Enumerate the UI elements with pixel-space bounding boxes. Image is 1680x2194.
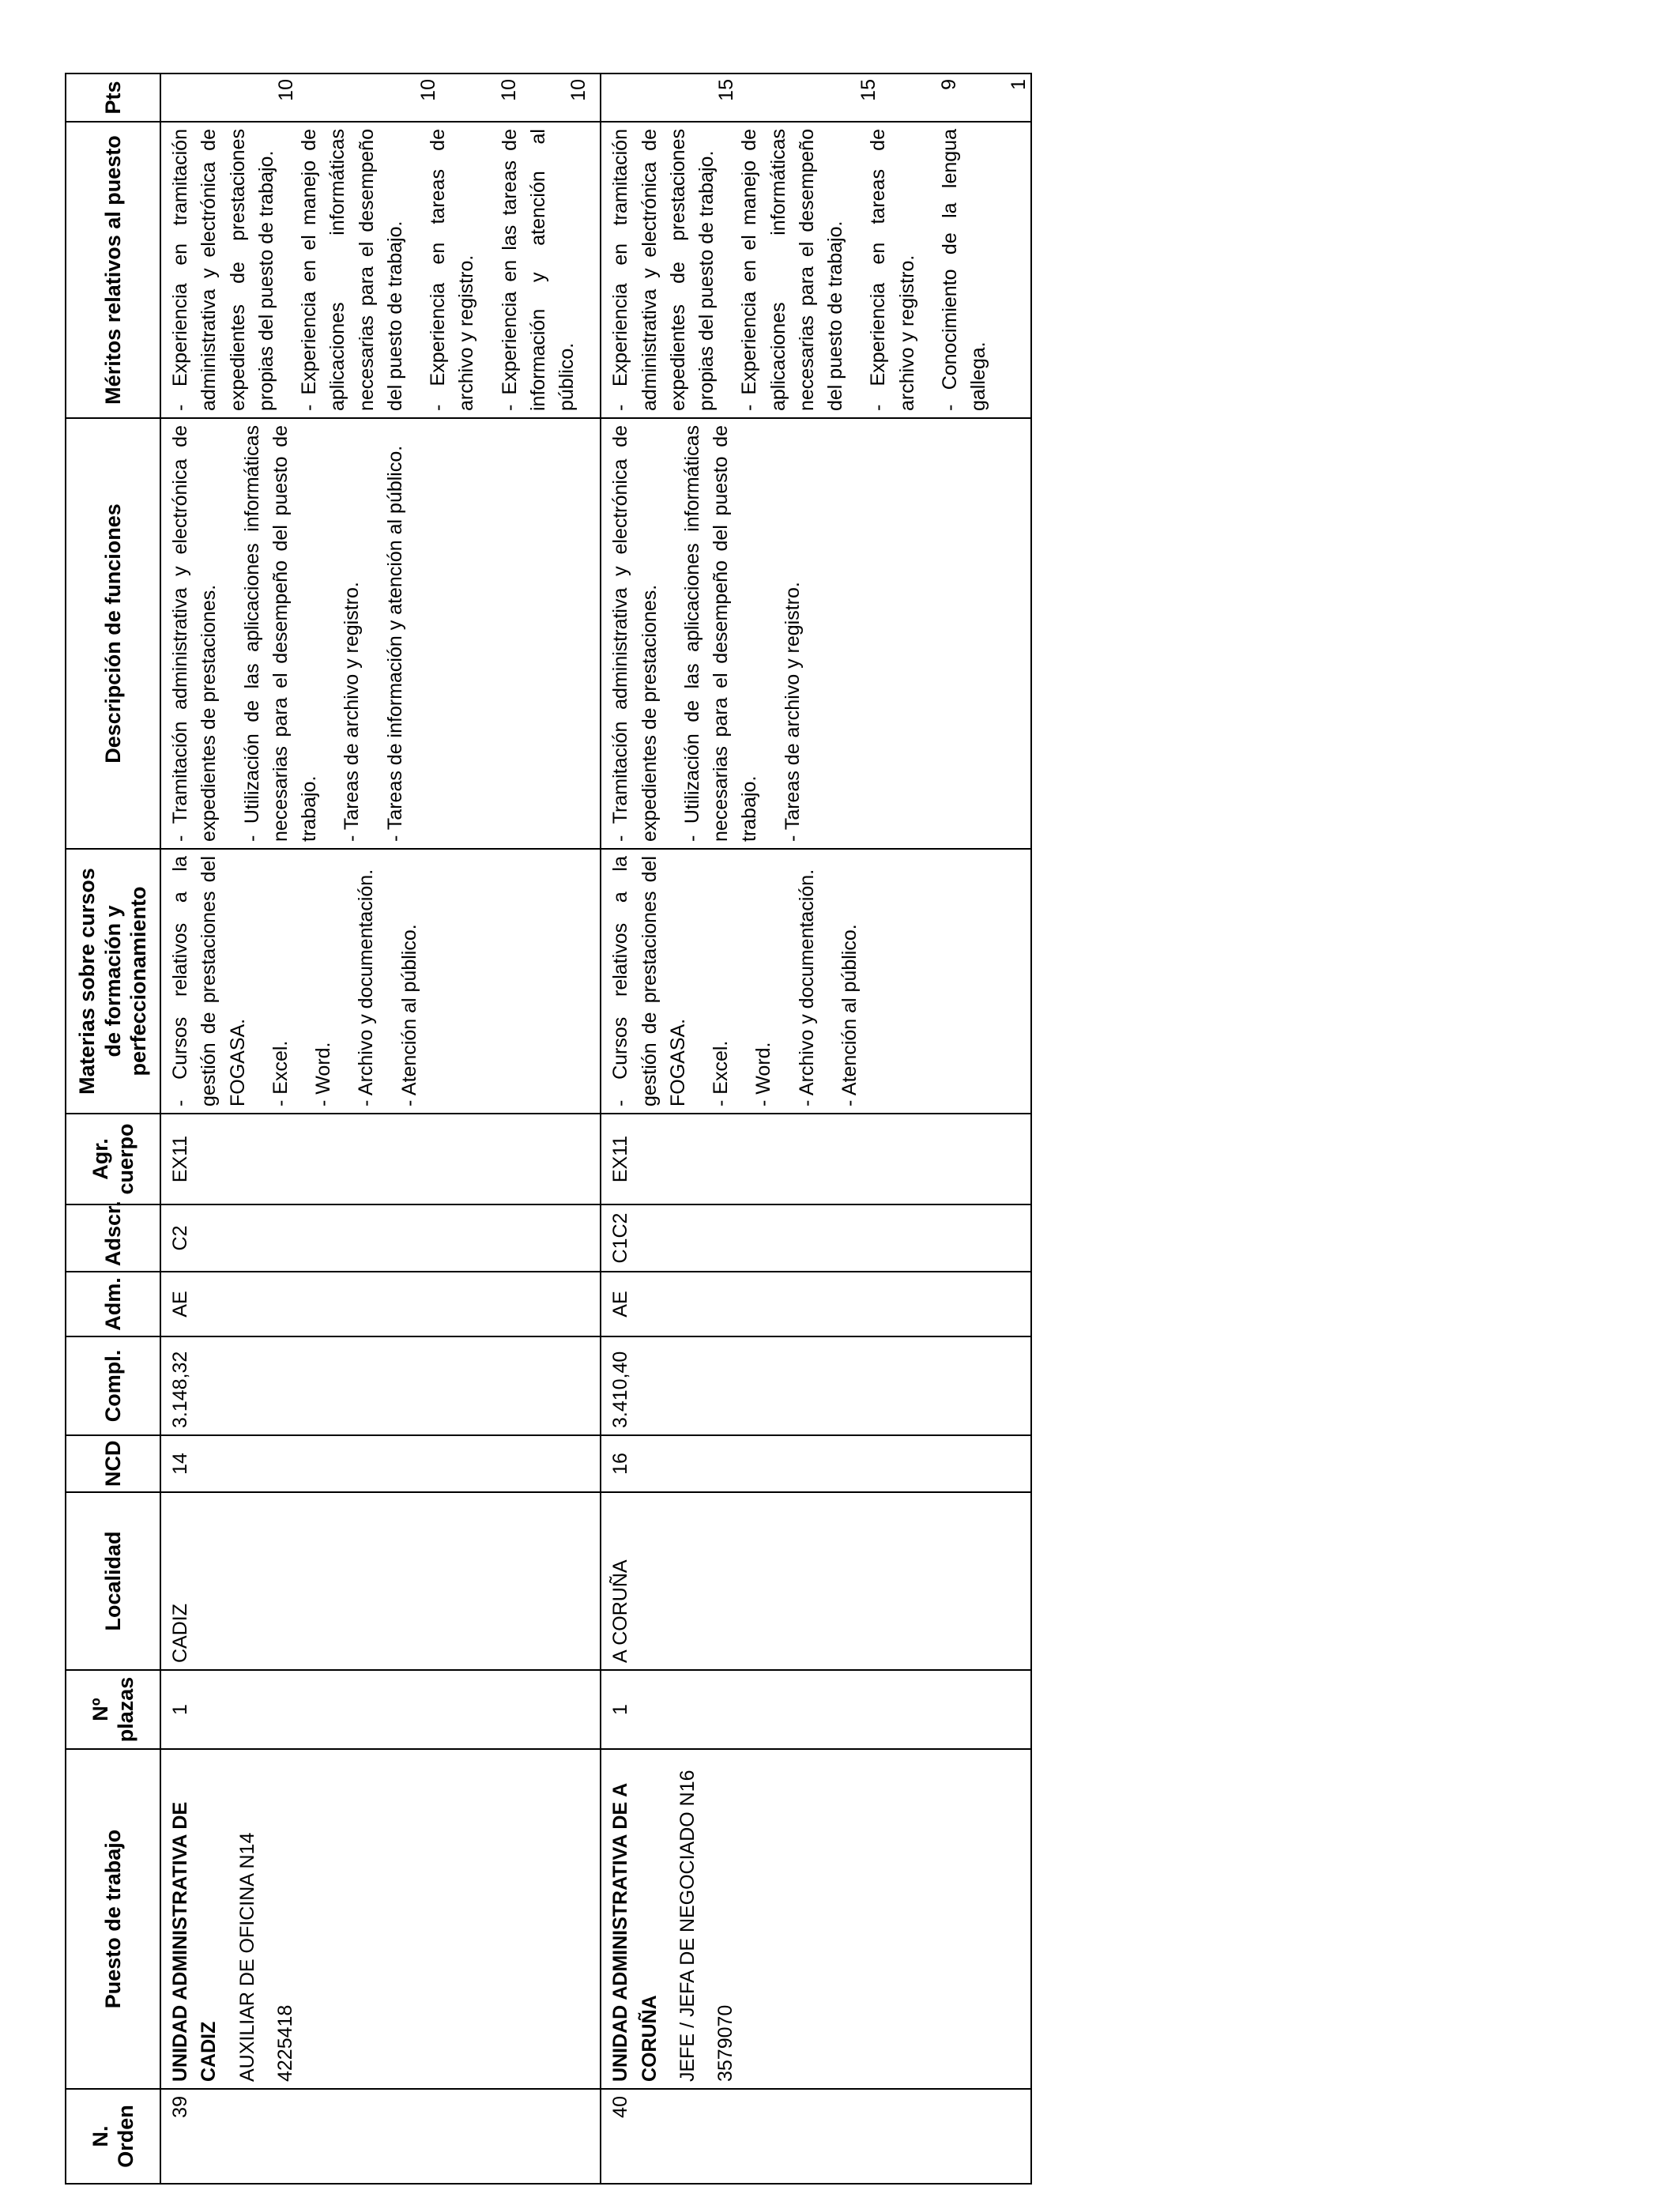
materia-item: - Excel. <box>269 1040 292 1106</box>
puesto-code: 4225418 <box>273 2004 296 2082</box>
merito-item: - Experiencia en tareas de archivo y registro. <box>867 129 918 411</box>
header-pts: Pts <box>66 74 160 122</box>
localidad-cell: CADIZ <box>160 1492 601 1670</box>
adscr-cell: C1C2 <box>601 1204 1031 1272</box>
puesto-cell <box>160 1749 601 2089</box>
pts-cell <box>601 74 1031 122</box>
header-row <box>66 74 160 2184</box>
unidad-name: UNIDAD ADMINISTRATIVA DE A CORUÑA <box>609 1783 661 2082</box>
header-adm: Adm. <box>66 1272 160 1336</box>
plazas-cell: 1 <box>601 1670 1031 1749</box>
orden-cell: 40 <box>601 2089 1031 2184</box>
header-orden: N. Orden <box>66 2089 160 2184</box>
header-adscr: Adscr. <box>66 1204 160 1272</box>
merito-item: - Experiencia en el manejo de aplicaciones informáticas necesarias para el desempeño del puesto de trabajo. <box>738 129 846 411</box>
header-funciones: Descripción de funciones <box>66 418 160 849</box>
materia-item: - Atención al público. <box>397 924 420 1106</box>
puesto-name: JEFE / JEFA DE NEGOCIADO N16 <box>676 1770 699 2082</box>
materias-cell <box>601 849 1031 1114</box>
materia-item: - Archivo y documentación. <box>795 869 818 1106</box>
ncd-cell: 14 <box>160 1435 601 1492</box>
pts-value: 10 <box>417 79 439 101</box>
header-puesto: Puesto de trabajo <box>66 1749 160 2089</box>
unidad-name: UNIDAD ADMINISTRATIVA DE CADIZ <box>169 1801 220 2082</box>
materia-item: - Word. <box>312 1042 334 1106</box>
merito-item: - Conocimiento de la lengua gallega. <box>938 129 989 411</box>
materia-item: - Atención al público. <box>838 924 861 1106</box>
job-positions-table <box>65 73 1032 2185</box>
puesto-code: 3579070 <box>714 2004 736 2082</box>
funcion-item: - Tareas de archivo y registro. <box>781 582 804 842</box>
plazas-cell: 1 <box>160 1670 601 1749</box>
merito-item: - Experiencia en las tareas de información y atención al público. <box>498 129 578 411</box>
merito-item: - Experiencia en el manejo de aplicaciones informáticas necesarias para el desempeño del puesto de trabajo. <box>298 129 406 411</box>
header-compl: Compl. <box>66 1336 160 1435</box>
pts-value: 15 <box>857 79 880 101</box>
adm-cell: AE <box>601 1272 1031 1336</box>
puesto-name: AUXILIAR DE OFICINA N14 <box>235 1832 258 2082</box>
funcion-item: - Tramitación administrativa y electrónica de expedientes de prestaciones. <box>169 425 220 842</box>
header-localidad: Localidad <box>66 1492 160 1670</box>
orden-cell: 39 <box>160 2089 601 2184</box>
agr-cell: EX11 <box>160 1114 601 1204</box>
meritos-cell <box>160 122 601 418</box>
adm-cell: AE <box>160 1272 601 1336</box>
header-plazas: Nº plazas <box>66 1670 160 1749</box>
materia-item: - Word. <box>752 1042 775 1106</box>
funcion-item: - Tramitación administrativa y electrónica de expedientes de prestaciones. <box>609 425 661 842</box>
materia-item: - Cursos relativos a la gestión de prestaciones del FOGASA. <box>609 856 689 1106</box>
pts-value: 1 <box>1008 79 1030 90</box>
funciones-cell <box>601 418 1031 849</box>
materia-item: - Archivo y documentación. <box>355 869 378 1106</box>
ncd-cell: 16 <box>601 1435 1031 1492</box>
merito-item: - Experiencia en tramitación administrativa y electrónica de expedientes de prestaciones propias del puesto de trabajo. <box>609 129 718 411</box>
pts-value: 9 <box>938 79 961 90</box>
pts-value: 10 <box>567 79 590 101</box>
pts-cell <box>160 74 601 122</box>
funcion-item: - Utilización de las aplicaciones informáticas necesarias para el desempeño del puesto de trabajo. <box>680 425 761 842</box>
header-agr: Agr. cuerpo <box>66 1114 160 1204</box>
puesto-cell <box>601 1749 1031 2089</box>
compl-cell: 3.410,40 <box>601 1336 1031 1435</box>
funciones-cell <box>160 418 601 849</box>
merito-item: - Experiencia en tareas de archivo y registro. <box>427 129 478 411</box>
localidad-cell: A CORUÑA <box>601 1492 1031 1670</box>
funcion-item: - Tareas de archivo y registro. <box>341 582 363 842</box>
funcion-item: - Tareas de información y atención al público. <box>383 445 406 842</box>
pts-value: 10 <box>275 79 297 101</box>
table-row <box>601 74 1031 2184</box>
materias-cell <box>160 849 601 1114</box>
compl-cell: 3.148,32 <box>160 1336 601 1435</box>
meritos-cell <box>601 122 1031 418</box>
header-ncd: NCD <box>66 1435 160 1492</box>
funcion-item: - Utilización de las aplicaciones informáticas necesarias para el desempeño del puesto de trabajo. <box>240 425 320 842</box>
adscr-cell: C2 <box>160 1204 601 1272</box>
materia-item: - Excel. <box>710 1040 732 1106</box>
materia-item: - Cursos relativos a la gestión de prestaciones del FOGASA. <box>169 856 249 1106</box>
merito-item: - Experiencia en tramitación administrativa y electrónica de expedientes de prestaciones propias del puesto de trabajo. <box>169 129 277 411</box>
pts-value: 15 <box>715 79 738 101</box>
header-meritos: Méritos relativos al puesto <box>66 122 160 418</box>
agr-cell: EX11 <box>601 1114 1031 1204</box>
header-materias: Materias sobre cursos de formación y perfeccionamiento <box>66 849 160 1114</box>
table-row <box>160 74 601 2184</box>
pts-value: 10 <box>498 79 520 101</box>
